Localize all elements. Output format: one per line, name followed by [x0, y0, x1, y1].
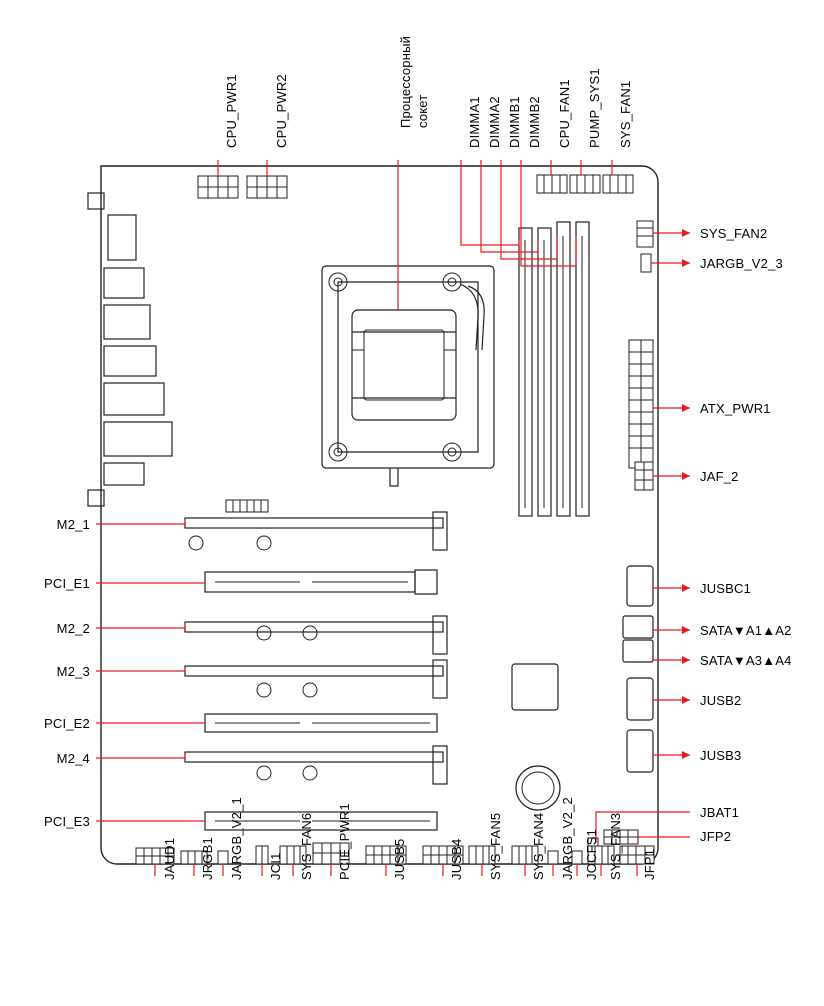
jci1-connector — [256, 846, 268, 864]
label-sys-fan1: SYS_FAN1 — [618, 80, 633, 148]
cpu-fan1-connector — [537, 175, 567, 193]
label-m2-2: M2_2 — [56, 621, 90, 636]
atx-pwr1-connector — [629, 340, 653, 468]
label-jfp1: JFP1 — [642, 848, 657, 880]
label-cpu-pwr2: CPU_PWR2 — [274, 74, 289, 148]
label-jargb-v2-3: JARGB_V2_3 — [700, 256, 783, 271]
label-dimmb1: DIMMB1 — [507, 96, 522, 148]
label-dimmb2: DIMMB2 — [527, 96, 542, 148]
label-jaf-2: JAF_2 — [700, 469, 739, 484]
label-jaud1: JAUD1 — [162, 837, 177, 880]
label-sys-fan6: SYS_FAN6 — [299, 812, 314, 880]
label-jusb5: JUSB5 — [392, 838, 407, 880]
label-m2-4: M2_4 — [56, 751, 90, 766]
label-cpu-fan1: CPU_FAN1 — [557, 79, 572, 148]
label-sys-fan4: SYS_FAN4 — [531, 812, 546, 880]
label-sys-fan3: SYS_FAN3 — [608, 812, 623, 880]
label-jbat1: JBAT1 — [700, 805, 740, 820]
label-jusb4: JUSB4 — [449, 838, 464, 880]
label-cpu-socket-line1: Процессорный — [398, 35, 413, 128]
jaf-2-connector — [635, 462, 653, 490]
label-sata-a3-a4: SATA▼A3▲A4 — [700, 653, 792, 668]
label-jusb2: JUSB2 — [700, 693, 742, 708]
label-sata-a1-a2: SATA▼A1▲A2 — [700, 623, 792, 638]
cpu-pwr1-connector — [198, 176, 238, 198]
jargb-v2-1-connector — [218, 851, 228, 864]
sys-fan2-connector — [637, 221, 653, 247]
sys-fan1-connector — [603, 175, 633, 193]
label-pci-e2: PCI_E2 — [43, 716, 90, 731]
label-dimma2: DIMMA2 — [487, 96, 502, 148]
label-cpu-pwr1: CPU_PWR1 — [224, 74, 239, 148]
label-atx-pwr1: ATX_PWR1 — [700, 401, 771, 416]
label-jusb3: JUSB3 — [700, 748, 742, 763]
label-m2-1: M2_1 — [56, 517, 90, 532]
label-jargb-v2-1: JARGB_V2_1 — [229, 797, 244, 880]
pump-sys1-connector — [570, 175, 600, 193]
label-jrgb1: JRGB1 — [200, 837, 215, 880]
jargb-v2-2-connector — [548, 851, 558, 864]
label-pump-sys1: PUMP_SYS1 — [587, 68, 602, 148]
jargb-v2-3-connector — [641, 254, 651, 272]
label-jci1: JCI1 — [268, 852, 283, 880]
cpu-pwr2-connector — [247, 176, 287, 198]
label-jargb-v2-2: JARGB_V2_2 — [560, 797, 575, 880]
label-sys-fan2: SYS_FAN2 — [700, 226, 768, 241]
label-sys-fan5: SYS_FAN5 — [488, 812, 503, 880]
label-cpu-socket-line2: сокет — [415, 94, 430, 128]
label-pcie-pwr1: PCIE_PWR1 — [337, 803, 352, 880]
label-jusbc1: JUSBC1 — [700, 581, 752, 596]
label-jfp2: JFP2 — [700, 829, 732, 844]
label-m2-3: M2_3 — [56, 664, 90, 679]
label-dimma1: DIMMA1 — [467, 96, 482, 148]
label-pci-e3: PCI_E3 — [43, 814, 90, 829]
arrow-heads — [682, 229, 690, 759]
label-jocfs1: JOCFS1 — [584, 828, 599, 880]
label-pci-e1: PCI_E1 — [43, 576, 90, 591]
